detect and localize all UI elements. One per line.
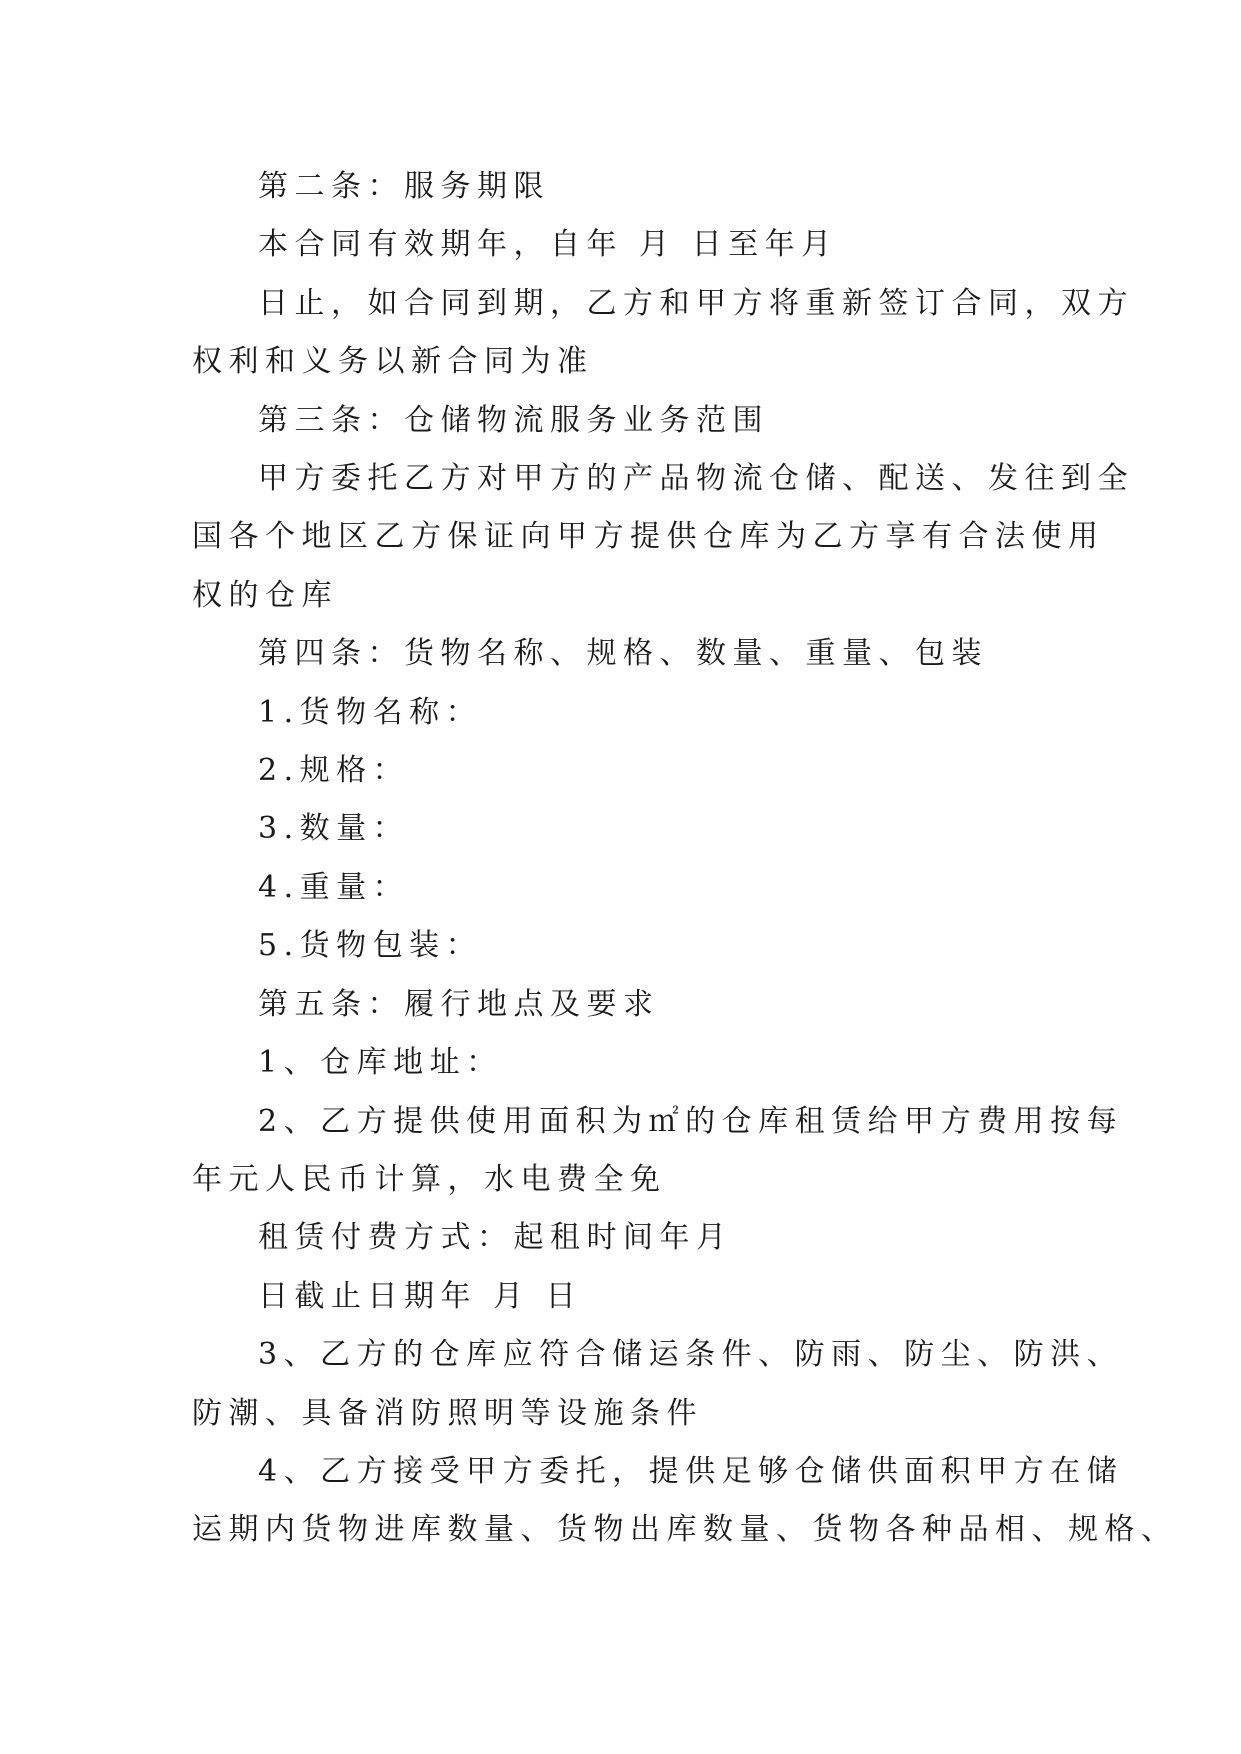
paragraph-line: 甲方委托乙方对甲方的产品物流仓储、配送、发往到全 bbox=[258, 461, 1134, 497]
paragraph-line: 租赁付费方式：起租时间年月 bbox=[258, 1220, 733, 1256]
paragraph-line: 国各个地区乙方保证向甲方提供仓库为乙方享有合法使用 bbox=[192, 519, 1105, 555]
section-heading-2: 第二条：服务期限 bbox=[258, 169, 550, 204]
paragraph-line: 权利和义务以新合同为准 bbox=[192, 344, 594, 380]
list-item: 4.重量： bbox=[258, 869, 410, 905]
paragraph-line: 运期内货物进库数量、货物出库数量、货物各种品相、规格、 bbox=[192, 1512, 1178, 1548]
section-heading-4: 第四条：货物名称、规格、数量、重量、包装 bbox=[258, 636, 988, 672]
section-heading-5: 第五条：履行地点及要求 bbox=[258, 986, 660, 1022]
paragraph-line: 本合同有效期年，自年 月 日至年月 bbox=[258, 227, 838, 263]
document-body bbox=[192, 158, 1178, 1560]
list-item: 2.规格： bbox=[258, 753, 410, 789]
paragraph-line: 权的仓库 bbox=[192, 577, 338, 613]
paragraph-line: 年元人民币计算，水电费全免 bbox=[192, 1161, 667, 1197]
list-item: 5.货物包装： bbox=[258, 928, 483, 964]
list-item: 1、仓库地址： bbox=[258, 1045, 503, 1081]
paragraph-line: 日止，如合同到期，乙方和甲方将重新签订合同，双方 bbox=[258, 285, 1134, 321]
list-item: 3、乙方的仓库应符合储运条件、防雨、防尘、防洪、 bbox=[258, 1337, 1124, 1373]
section-heading-3: 第三条：仓储物流服务业务范围 bbox=[258, 402, 769, 438]
paragraph-line: 防潮、具备消防照明等设施条件 bbox=[192, 1395, 703, 1431]
list-item: 4、乙方接受甲方委托，提供足够仓储供面积甲方在储 bbox=[258, 1453, 1124, 1489]
list-item: 3.数量： bbox=[258, 811, 410, 847]
paragraph-line: 日截止日期年 月 日 bbox=[258, 1278, 583, 1314]
list-item: 1.货物名称： bbox=[258, 694, 483, 730]
list-item: 2、乙方提供使用面积为㎡的仓库租赁给甲方费用按每 bbox=[258, 1103, 1124, 1139]
